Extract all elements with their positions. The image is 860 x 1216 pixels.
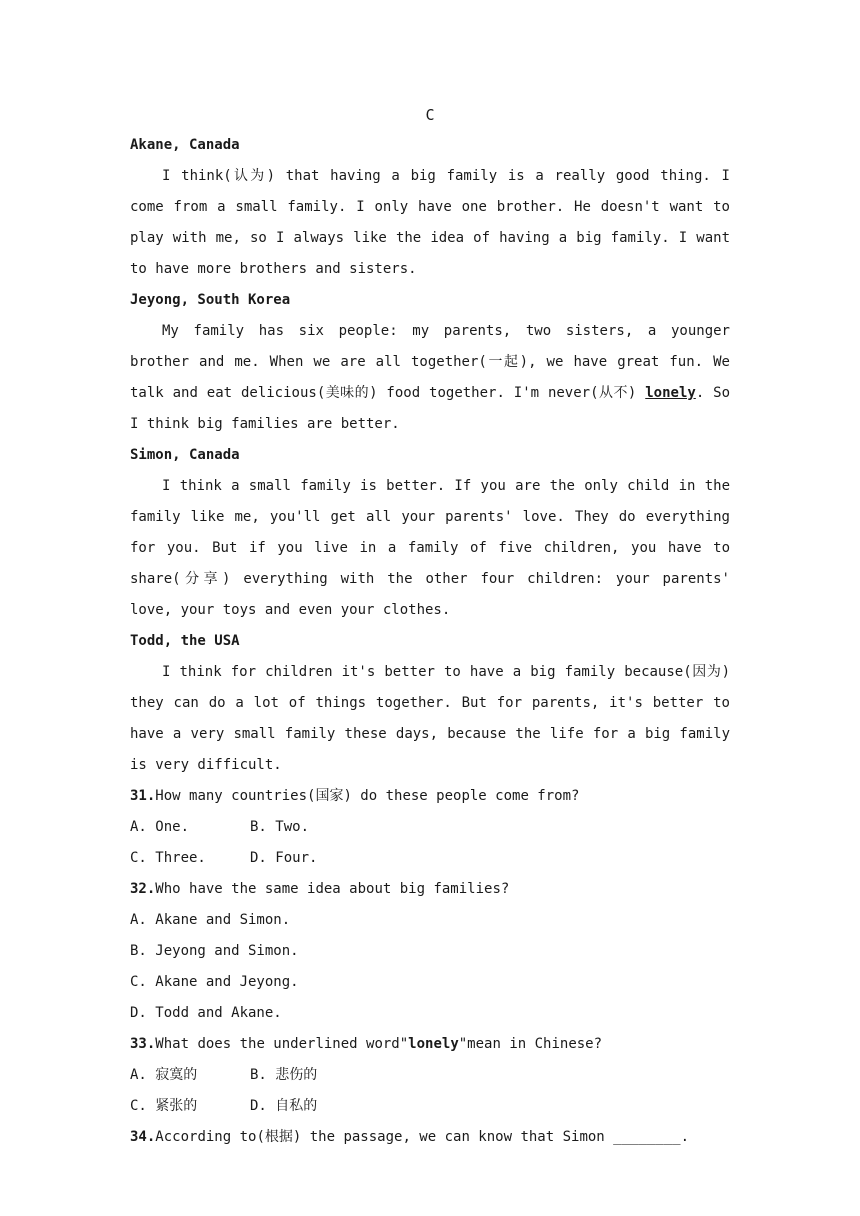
option-c[interactable]: C. Akane and Jeyong. — [130, 974, 299, 990]
question-text-before: What does the underlined word" — [155, 1036, 409, 1052]
options-row — [130, 812, 730, 843]
question-32 — [130, 874, 730, 905]
speaker-simon: Simon, Canada — [130, 447, 240, 463]
option-d[interactable]: D. Four. — [250, 850, 318, 866]
option-c[interactable]: C. Three. — [130, 850, 206, 866]
question-number: 33. — [130, 1036, 156, 1052]
passage-jeyong — [130, 316, 730, 440]
option-c[interactable]: C. 紧张的 — [130, 1098, 198, 1114]
option-a[interactable]: A. Akane and Simon. — [130, 912, 291, 928]
speaker-jeyong: Jeyong, South Korea — [130, 292, 291, 308]
options-row — [130, 1060, 730, 1091]
passage-todd: I think for children it's better to have a big family because(因为) they can do a lot of things together. But for parents, it's better to have a very small family these days, because the life for a big family is very difficult. — [130, 664, 730, 773]
option-b[interactable]: B. Two. — [250, 819, 310, 835]
option-b[interactable]: B. 悲伤的 — [250, 1067, 318, 1083]
question-number: 31. — [130, 788, 156, 804]
options-row — [130, 1091, 730, 1122]
question-33 — [130, 1029, 730, 1060]
question-text-after: "mean in Chinese? — [458, 1036, 603, 1052]
option-b[interactable]: B. Jeyong and Simon. — [130, 943, 299, 959]
option-d[interactable]: D. 自私的 — [250, 1098, 318, 1114]
question-34 — [130, 1122, 730, 1153]
question-31 — [130, 781, 730, 812]
exam-page — [130, 100, 730, 1153]
question-text: Who have the same idea about big families? — [155, 881, 510, 897]
passage-jeyong-text-before: My family has six people: my parents, two sisters, a younger brother and me. When we are all together(一起), we have great fun. We talk and eat delicious(美味的) food together. I'm never(从不) — [130, 323, 730, 401]
speaker-akane: Akane, Canada — [130, 137, 240, 153]
option-a[interactable]: A. 寂寞的 — [130, 1067, 198, 1083]
speaker-todd: Todd, the USA — [130, 633, 240, 649]
underlined-word-lonely: lonely — [645, 385, 696, 401]
question-text: According to(根据) the passage, we can know that Simon ________. — [155, 1129, 690, 1145]
passage-simon: I think a small family is better. If you are the only child in the family like me, you'll get all your parents' love. They do everything for you. But if you live in a family of five children, you have to share(分享) everything with the other four children: your parents' love, your toys and even your clothes. — [130, 478, 730, 618]
question-text: How many countries(国家) do these people come from? — [155, 788, 580, 804]
option-d[interactable]: D. Todd and Akane. — [130, 1005, 282, 1021]
passage-akane: I think(认为) that having a big family is a really good thing. I come from a small family. I only have one brother. He doesn't want to play with me, so I always like the idea of having a big family. I want to have more brothers and sisters. — [130, 168, 730, 277]
passage-jeyong-text-after: . So I think big families are better. — [130, 385, 731, 432]
option-a[interactable]: A. One. — [130, 819, 190, 835]
question-word: lonely — [408, 1036, 459, 1052]
question-number: 32. — [130, 881, 156, 897]
options-row — [130, 843, 730, 874]
section-letter: C — [425, 106, 435, 124]
question-number: 34. — [130, 1129, 156, 1145]
